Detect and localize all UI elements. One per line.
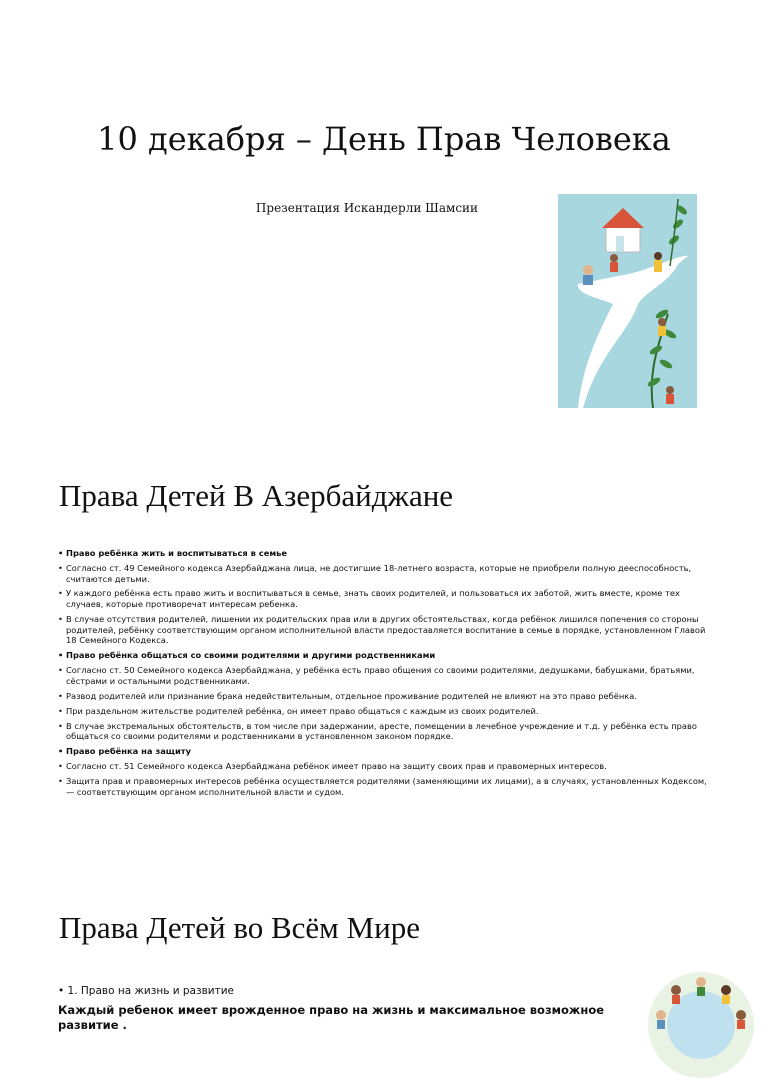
- list-item: • Защита прав и правомерных интересов ребёнка осуществляется родителями (заменяющими их лицами), а в случаях, установленных Кодексом, — соответствующим органом исполнительной власти и судом.: [58, 776, 708, 797]
- children-rights-azerbaijan-list: [58, 548, 708, 802]
- hand-house-illustration: [558, 194, 697, 408]
- right-to-life-heading: • 1. Право на жизнь и развитие: [58, 985, 234, 997]
- list-item: • Право ребёнка на защиту: [58, 746, 708, 757]
- list-item: • У каждого ребёнка есть право жить и воспитываться в семье, знать своих родителей, и пользоваться их заботой, жить вместе, кроме тех случаев, которые противоречат интересам ребенка.: [58, 588, 708, 609]
- slide1-subtitle: Презентация Искандерли Шамсии: [255, 201, 479, 215]
- list-item: • Право ребёнка жить и воспитываться в семье: [58, 548, 708, 559]
- list-item: • Право ребёнка общаться со своими родителями и другими родственниками: [58, 650, 708, 661]
- slide1-title: 10 декабря – День Прав Человека: [97, 120, 671, 158]
- list-item: • Согласно ст. 50 Семейного кодекса Азербайджана, у ребёнка есть право общения со своими родителями, дедушками, бабушками, братьями, сёстрами и остальными родственниками.: [58, 665, 708, 686]
- list-item: • В случае отсутствия родителей, лишении их родительских прав или в других обстоятельствах, когда ребёнок лишился попечения со стороны родителей, ребёнку соответствующим органом исполнительной власти предоставляется воспитание в семье в порядке, установленном Главой 18 Семейного Кодекса.: [58, 614, 708, 646]
- children-circle-illustration: [646, 970, 756, 1080]
- right-to-life-text: Каждый ребенок имеет врожденное право на жизнь и максимальное возможное развитие .: [58, 1003, 605, 1032]
- slide2-title: Права Детей В Азербайджане: [59, 478, 454, 513]
- slide3-title: Права Детей во Всём Мире: [59, 910, 420, 945]
- list-item: • Согласно ст. 49 Семейного кодекса Азербайджана лица, не достигшие 18-летнего возраста, которые не приобрели полную дееспособность, считаются детьми.: [58, 563, 708, 584]
- list-item: • Согласно ст. 51 Семейного кодекса Азербайджана ребёнок имеет право на защиту своих прав и правомерных интересов.: [58, 761, 708, 772]
- list-item: • Развод родителей или признание брака недействительным, отдельное проживание родителей не влияют на это право ребёнка.: [58, 691, 708, 702]
- list-item: • В случае экстремальных обстоятельств, в том числе при задержании, аресте, помещении в лечебное учреждение и т.д. у ребёнка есть право общаться со своими родителями и родственниками в установленном законом порядке.: [58, 721, 708, 742]
- list-item: • При раздельном жительстве родителей ребёнка, он имеет право общаться с каждым из своих родителей.: [58, 706, 708, 717]
